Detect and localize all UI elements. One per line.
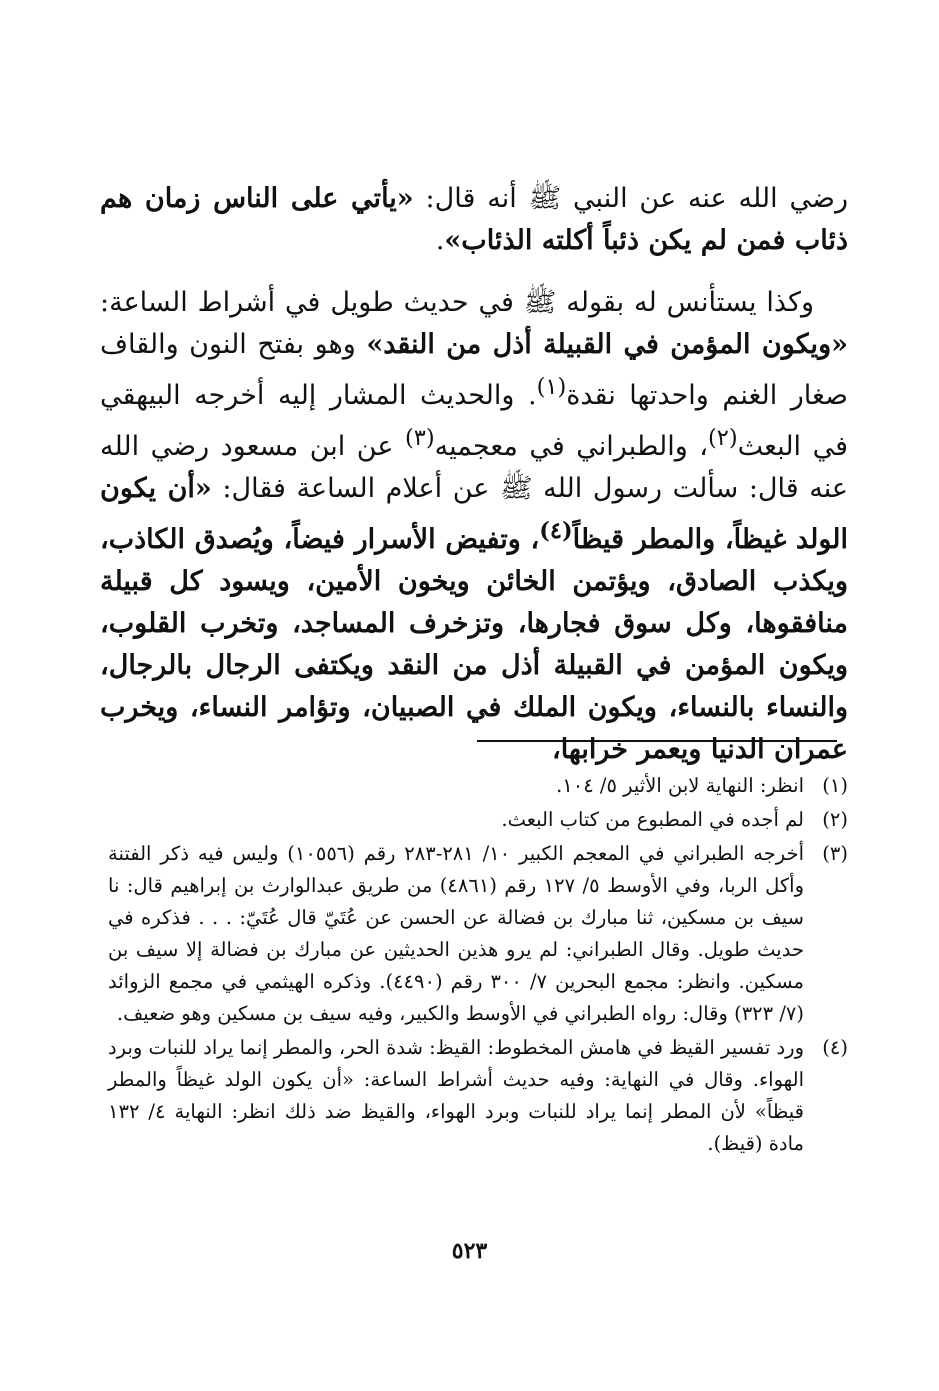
footnote-ref-4[interactable]: (٤): [539, 518, 573, 544]
footnote-ref-2[interactable]: (٢): [707, 425, 738, 451]
footnote-3: [108, 838, 848, 1030]
main-text: [100, 178, 848, 771]
footnote-number: (٢): [822, 808, 848, 831]
footnote-text: ورد تفسير القيظ في هامش المخطوط: القيظ: شدة الحر، والمطر إنما يراد للنبات وبرد الهواء. وقال في النهاية: وفيه حديث أشراط الساعة: «أن يكون الولد غيظاً والمطر قيظاً» لأن المطر إنما يراد للنبات وبرد الهواء، والقيظ ضد ذلك انظر: النهاية ٤/ ١٣٢ مادة (قيظ).: [108, 1036, 804, 1155]
footnote-4: [108, 1032, 848, 1160]
footnote-text: أخرجه الطبراني في المعجم الكبير ١٠/ ٢٨١-٢٨٣ رقم (١٠٥٥٦) وليس فيه ذكر الفتنة وأكل الربا، وفي الأوسط ٥/ ١٢٧ رقم (٤٨٦١) من طريق عبدالوارث بن إبراهيم قال: نا سيف بن مسكين، ثنا مبارك بن فضالة عن الحسن عن عُتَيّ قال عُتَيّ: . . . فذكره في حديث طويل. وقال الطبراني: لم يرو هذين الحديثين عن مبارك بن فضالة إلا سيف بن مسكين. وانظر: مجمع البحرين ٧/ ٣٠٠ رقم (٤٤٩٠). وذكره الهيثمي في مجمع الزوائد (٧/ ٣٢٣) وقال: رواه الطبراني في الأوسط والكبير، وفيه سيف بن مسكين وهو ضعيف.: [108, 842, 804, 1025]
paragraph-2-narration: عن ابن مسعود رضي الله عنه قال: سألت رسول الله ﷺ عن أعلام الساعة فقال:: [100, 431, 848, 504]
footnote-number: (٣): [822, 842, 848, 865]
paragraph-1: [100, 178, 848, 262]
paragraph-2-intro: وكذا يستأنس له بقوله ﷺ في حديث طويل في أشراط الساعة:: [100, 287, 814, 318]
footnote-ref-1[interactable]: (١): [536, 374, 567, 400]
footnote-number: (٤): [822, 1036, 848, 1059]
hadith-quote-2: «ويكون المؤمن في القبيلة أذل من النقد»: [366, 329, 848, 360]
paragraph-1-end: .: [435, 225, 445, 256]
paragraph-1-intro: رضي الله عنه عن النبي ﷺ أنه قال:: [413, 183, 848, 214]
paragraph-2-tabarani: ، والطبراني في معجميه: [434, 431, 708, 462]
hadith-quote-1: «يأتي على الناس زمان هم ذئاب فمن لم يكن ذئباً أكلته الذئاب»: [100, 183, 848, 256]
paragraph-2-source: . والحديث المشار إليه أخرجه البيهقي في البعث: [100, 380, 848, 462]
footnote-text: انظر: النهاية لابن الأثير ٥/ ١٠٤.: [556, 774, 804, 797]
hadith-quote-3-start: «أن يكون الولد غيظاً، والمطر قيظاً: [100, 473, 849, 555]
paragraph-2: [100, 282, 848, 771]
page-number: ٥٢٣: [451, 1238, 488, 1264]
footnotes: [108, 770, 848, 1162]
paragraph-2-explanation: وهو بفتح النون والقاف صغار الغنم واحدتها نقدة: [100, 329, 848, 411]
footnote-number: (١): [822, 774, 848, 797]
hadith-quote-3-rest: ، وتفيض الأسرار فيضاً، ويُصدق الكاذب، ويكذب الصادق، ويؤتمن الخائن ويخون الأمين، ويسود كل قبيلة منافقوها، وكل سوق فجارها، وتزخرف المساجد، وتخرب القلوب، ويكون المؤمن في القبيلة أذل من النقد ويكتفى الرجال بالرجال، والنساء بالنساء، ويكون الملك في الصبيان، وتؤامر النساء، ويخرب عمران الدنيا ويعمر خرابها،: [100, 524, 848, 765]
footnote-text: لم أجده في المطبوع من كتاب البعث.: [501, 808, 804, 831]
footnote-1: [108, 770, 848, 802]
footnote-ref-3[interactable]: (٣): [405, 425, 435, 451]
footnote-2: [108, 804, 848, 836]
footnote-separator: [477, 740, 837, 742]
